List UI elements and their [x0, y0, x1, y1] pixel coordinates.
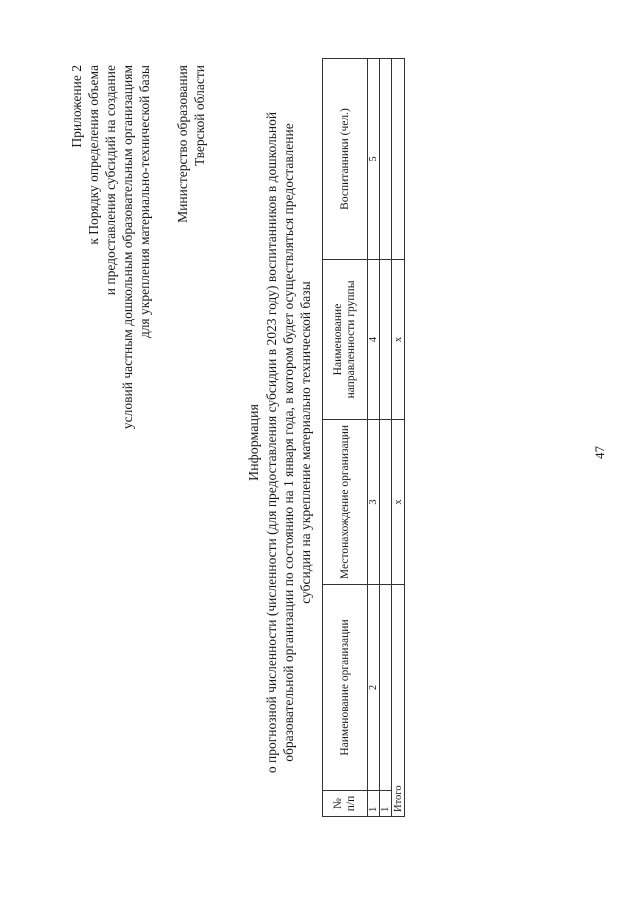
document-title: Информация — [247, 404, 262, 481]
table-header-row — [323, 59, 368, 817]
header-name: Наименование организации — [323, 585, 368, 791]
table-cell — [380, 260, 392, 420]
document-description — [263, 100, 314, 785]
table-index-row — [368, 59, 380, 817]
recipient-block — [174, 65, 208, 250]
table-cell — [380, 420, 392, 585]
header-pupils: Воспитанники (чел.) — [323, 59, 368, 260]
table-row — [380, 59, 392, 817]
page-number: 47 — [592, 446, 607, 459]
recipient-line: Тверской области — [192, 65, 207, 166]
header-num: № п/п — [323, 791, 368, 817]
total-location: х — [392, 420, 405, 585]
annex-line: к Порядку определения объема — [86, 65, 101, 245]
annex-line: условий частным дошкольным образовательным организациям — [120, 65, 135, 430]
total-label: Итого — [392, 585, 405, 817]
table-cell: 1 — [368, 791, 380, 817]
total-pupils — [392, 59, 405, 260]
table-cell: 4 — [368, 260, 380, 420]
description-line: о прогнозной численности (численности (для предоставления субсидии в 2023 году) воспитанников в дошкольной — [264, 111, 279, 774]
annex-line: и предоставления субсидий на создание — [103, 65, 118, 296]
table-cell: 2 — [368, 585, 380, 791]
table-cell — [380, 59, 392, 260]
table-cell: 3 — [368, 420, 380, 585]
annex-line: для укрепления материально-технической базы — [137, 65, 152, 339]
total-direction: х — [392, 260, 405, 420]
info-table — [322, 58, 405, 817]
description-line: субсидии на укрепление материально технической базы — [298, 281, 313, 604]
header-direction: Наименование направленности группы — [323, 260, 368, 420]
recipient-line: Министерство образования — [175, 65, 190, 223]
header-location: Местонахождение организации — [323, 420, 368, 585]
annex-line: Приложение 2 — [69, 65, 84, 148]
description-line: образовательной организации по состоянию на 1 января года, в котором будет осуществляться предоставление — [281, 123, 296, 762]
table-cell — [380, 585, 392, 791]
table-cell: 1 — [380, 791, 392, 817]
table-cell: 5 — [368, 59, 380, 260]
annex-heading — [68, 65, 153, 450]
table-total-row — [392, 59, 405, 817]
